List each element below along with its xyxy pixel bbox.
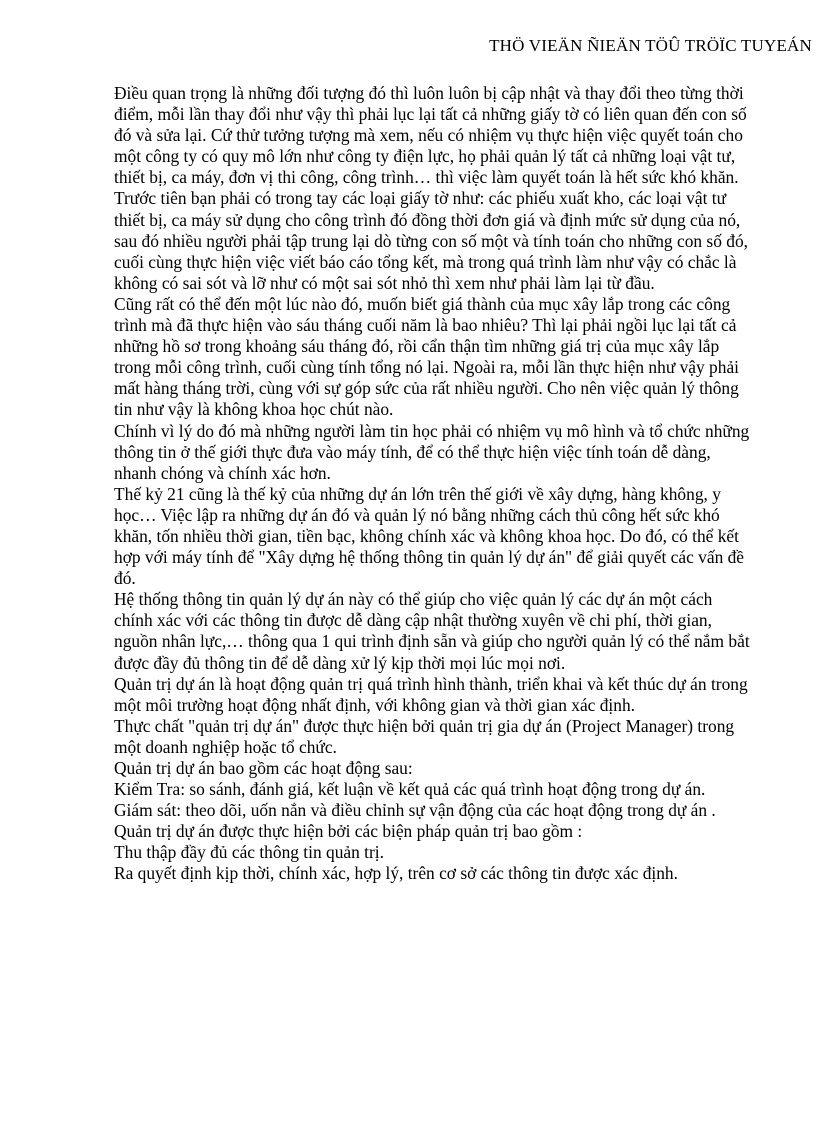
document-body	[114, 83, 754, 885]
page-header: THÖ VIEÄN ÑIEÄN TÖÛ TRÖÏC TUYEÁN	[489, 36, 812, 55]
paragraph: Cũng rất có thể đến một lúc nào đó, muốn biết giá thành của mục xây lắp trong các công trình mà đã thực hiện vào sáu tháng cuối năm là bao nhiêu? Thì lại phải ngồi lục lại tất cả những hồ sơ trong khoảng sáu tháng đó, rồi cẩn thận tìm những giá trị của mục xây lắp trong mỗi công trình, cuối cùng tính tổng nó lại. Ngoài ra, mỗi lần thực hiện như vậy phải mất hàng tháng trời, cùng với sự góp sức của rất nhiều người. Cho nên việc quản lý thông tin như vậy là không khoa học chút nào.	[114, 293, 739, 420]
paragraph: Quản trị dự án là hoạt động quản trị quá trình hình thành, triển khai và kết thúc dự án trong một môi trường hoạt động nhất định, với không gian và thời gian xác định.	[114, 673, 748, 715]
paragraph: Thực chất "quản trị dự án" được thực hiện bởi quản trị gia dự án (Project Manager) trong một doanh nghiệp hoặc tổ chức.	[114, 715, 735, 757]
paragraph: Kiểm Tra: so sánh, đánh giá, kết luận về kết quả các quá trình hoạt động trong dự án.	[114, 779, 706, 800]
paragraph: Điều quan trọng là những đối tượng đó thì luôn luôn bị cập nhật và thay đổi theo từng thời điểm, mỗi lần thay đổi như vậy thì phải lục lại tất cả những giấy tờ có liên quan đến con số đó và sửa lại. Cứ thử tưởng tượng mà xem, nếu có nhiệm vụ thực hiện việc quyết toán cho một công ty có quy mô lớn như công ty điện lực, họ phải quản lý tất cả những loại vật tư, thiết bị, ca máy, đơn vị thi công, công trình… thì việc làm quyết toán là hết sức khó khăn. Trước tiên bạn phải có trong tay các loại giấy tờ như: các phiếu xuất kho, các loại vật tư thiết bị, ca máy sử dụng cho công trình đó đồng thời đơn giá và định mức sử dụng của nó, sau đó nhiều người phải tập trung lại dò từng con số một và tính toán cho những con số đó, cuối cùng thực hiện việc viết báo cáo tổng kết, mà trong quá trình làm như vậy có chắc là không có sai sót và lỡ như có một sai sót nhỏ thì xem như phải làm lại từ đầu.	[114, 83, 748, 293]
paragraph: Hệ thống thông tin quản lý dự án này có thể giúp cho việc quản lý các dự án một cách chính xác với các thông tin được dễ dàng cập nhật thường xuyên về chi phí, thời gian, nguồn nhân lực,… thông qua 1 qui trình định sẵn và giúp cho người quản lý có thể nắm bắt được đầy đủ thông tin để dễ dàng xử lý kịp thời mọi lúc mọi nơi.	[114, 589, 750, 673]
paragraph: Giám sát: theo dõi, uốn nắn và điều chỉnh sự vận động của các hoạt động trong dự án .	[114, 800, 716, 821]
paragraph: Quản trị dự án bao gồm các hoạt động sau:	[114, 758, 413, 778]
paragraph: Ra quyết định kịp thời, chính xác, hợp lý, trên cơ sở các thông tin được xác định.	[114, 863, 678, 884]
paragraph: Thu thập đầy đủ các thông tin quản trị.	[114, 842, 384, 863]
paragraph: Chính vì lý do đó mà những người làm tin học phải có nhiệm vụ mô hình và tổ chức những thông tin ở thế giới thực đưa vào máy tính, để có thể thực hiện việc tính toán dễ dàng, nhanh chóng và chính xác hơn.	[114, 420, 750, 483]
paragraph: Quản trị dự án được thực hiện bởi các biện pháp quản trị bao gồm :	[114, 821, 583, 842]
paragraph: Thế kỷ 21 cũng là thế kỷ của những dự án lớn trên thế giới về xây dựng, hàng không, y học… Việc lập ra những dự án đó và quản lý nó bằng những cách thủ công hết sức khó khăn, tốn nhiều thời gian, tiền bạc, không chính xác và không khoa học. Do đó, có thể kết hợp với máy tính để "Xây dựng hệ thống thông tin quản lý dự án" để giải quyết các vấn đề đó.	[114, 483, 745, 589]
